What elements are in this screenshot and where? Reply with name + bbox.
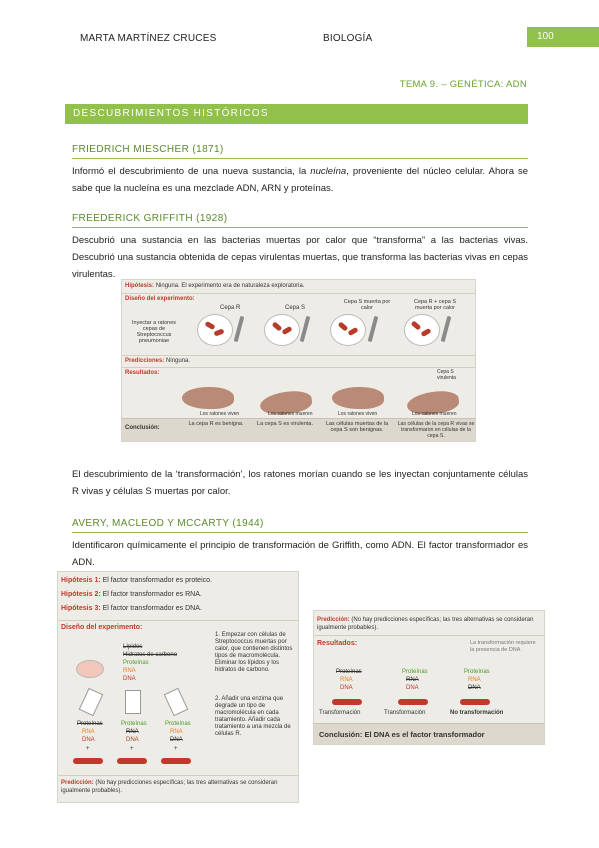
- col-label-4: Cepa R + cepa S muerta por calor: [413, 299, 457, 311]
- inject-text: Inyectar a ratones cepas de Streptococcus pneumoniae: [131, 320, 177, 344]
- conclusion-2: La cepa S es virulenta.: [257, 421, 313, 427]
- design-label: Diseño del experimento:: [125, 296, 195, 302]
- r1-dna: DNA: [340, 685, 353, 691]
- t3-proteins: Proteínas: [165, 721, 191, 727]
- section-title-griffith: FREEDERICK GRIFFITH (1928): [72, 213, 528, 228]
- conclusion-4: Las células de la cepa R vivas se transformaron en células de la cepa S.: [397, 421, 475, 439]
- r1-proteins: Proteínas: [336, 669, 362, 675]
- outcome-3: No transformación: [450, 710, 504, 716]
- list-lipids: Lípidos: [123, 644, 143, 650]
- t2-dna: DNA: [126, 737, 139, 743]
- avery-figure-design: [57, 571, 299, 803]
- r2-dna: DNA: [406, 685, 419, 691]
- petri-dish: [404, 314, 440, 346]
- col-label-3: Cepa S muerta por calor: [343, 299, 391, 311]
- t1-rna: RNA: [82, 729, 95, 735]
- untransformed-cells: [460, 699, 490, 705]
- syringe: [234, 316, 245, 342]
- design-label: Diseño del experimento:: [61, 624, 143, 631]
- section-title-miescher: FRIEDRICH MIESCHER (1871): [72, 144, 528, 159]
- r-cells: [73, 758, 103, 764]
- t2-proteins: Proteínas: [121, 721, 147, 727]
- conclusion-label: Conclusión:: [125, 425, 160, 431]
- results-label: Resultados:: [125, 370, 160, 376]
- prediction-label: Predicción:: [317, 617, 350, 623]
- outcome-1: Transformación: [319, 710, 361, 716]
- paragraph-avery: Identificaron químicamente el principio de transformación de Griffith, como ADN. El factor transformador es ADN.: [72, 540, 528, 568]
- t2-rna: RNA: [126, 729, 139, 735]
- prediction-text: (No hay predicciones específicas; las tres alternativas se consideran igualmente probables).: [61, 780, 278, 794]
- t3-dna: DNA: [170, 737, 183, 743]
- mouse-result-2: Los ratones mueren: [268, 411, 313, 417]
- prediction-text: (No hay predicciones específicas; las tres alternativas se consideran igualmente probables).: [317, 617, 534, 631]
- t3-rna: RNA: [170, 729, 183, 735]
- virulent-strain-label: Cepa S virulenta: [437, 369, 456, 381]
- r3-dna: DNA: [468, 685, 481, 691]
- hypothesis-label: Hipótesis:: [125, 283, 155, 289]
- griffith-figure: [121, 279, 476, 442]
- transformed-cells: [332, 699, 362, 705]
- syringe: [300, 316, 311, 342]
- r1-rna: RNA: [340, 677, 353, 683]
- predictions-label: Predicciones:: [125, 358, 165, 364]
- arrow-icon: [79, 688, 104, 717]
- list-proteins: Proteínas: [123, 660, 149, 666]
- prediction-label: Predicción:: [61, 780, 94, 786]
- arrow-icon: [125, 690, 141, 714]
- syringe: [441, 316, 452, 342]
- hypothesis-3-label: Hipótesis 3:: [61, 605, 101, 612]
- author-name: MARTA MARTÍNEZ CRUCES: [80, 33, 217, 44]
- paragraph-transformation: El descubrimiento de la ‘transformación’, los ratones morían cuando se les inyectan conjuntamente células R vivas y células S muertas por calor.: [72, 469, 528, 497]
- list-carbs: Hidratos de carbono: [123, 652, 178, 658]
- conclusion-text: El DNA es el factor transformador: [364, 730, 485, 739]
- subject-name: BIOLOGÍA: [323, 33, 373, 44]
- r3-rna: RNA: [468, 677, 481, 683]
- outcome-2: Transformación: [384, 710, 426, 716]
- cell-dish: [76, 660, 104, 678]
- chapter-title: TEMA 9. – GENÉTICA: ADN: [399, 79, 527, 90]
- hypothesis-1-label: Hipótesis 1:: [61, 577, 101, 584]
- mouse-result-1: Los ratones viven: [200, 411, 240, 417]
- section-title-avery: AVERY, MACLEOD Y MCCARTY (1944): [72, 518, 528, 533]
- list-rna: RNA: [123, 668, 136, 674]
- dna-required-note: La transformación requiere la presencia de DNA: [470, 640, 536, 653]
- conclusion-1: La cepa R es benigna.: [188, 421, 244, 427]
- r-cells: [161, 758, 191, 764]
- hypothesis-3-text: El factor transformador es DNA.: [102, 605, 202, 612]
- hypothesis-2-text: El factor transformador es RNA.: [102, 591, 202, 598]
- plus-3: +: [174, 746, 178, 752]
- r2-rna: RNA: [406, 677, 419, 683]
- list-dna: DNA: [123, 676, 136, 682]
- step-2-text: 2. Añadir una enzima que degrade un tipo de macromolécula en cada tratamiento. Añadir cada tratamiento a una mezcla de células R.: [215, 696, 291, 737]
- mouse-alive: [182, 387, 234, 409]
- syringe: [368, 316, 379, 342]
- t1-proteins: Proteínas: [77, 721, 103, 727]
- mouse-alive: [332, 387, 384, 409]
- predictions-text: Ninguna.: [166, 358, 191, 364]
- col-label-1: Cepa R: [220, 305, 241, 311]
- paragraph-griffith: Descubrió una sustancia en las bacterias muertas por calor que “transforma” a las bacterias vivas. Descubrió una sustancia obtenida de cepas virulentas muertas, que transforma las bacterias vivas en cepas virulentas.: [72, 235, 528, 280]
- r2-proteins: Proteínas: [402, 669, 428, 675]
- conclusion-label: Conclusión:: [319, 730, 363, 739]
- paragraph-miescher: Informó el descubrimiento de una nueva sustancia, la nucleína, proveniente del núcleo celular. Ahora se sabe que la nucleína es una mezclade ADN, ARN y proteínas.: [72, 166, 528, 194]
- r3-proteins: Proteínas: [464, 669, 490, 675]
- page-number: 100: [527, 27, 599, 47]
- plus-1: +: [86, 746, 90, 752]
- hypothesis-text: Ninguna. El experimento era de naturaleza exploratoria.: [155, 283, 305, 289]
- t1-dna: DNA: [82, 737, 95, 743]
- col-label-2: Cepa S: [285, 305, 306, 311]
- section-band: DESCUBRIMIENTOS HISTÓRICOS: [65, 104, 528, 124]
- hypothesis-1-text: El factor transformador es proteico.: [102, 577, 212, 584]
- mouse-result-3: Los ratones viven: [338, 411, 378, 417]
- avery-figure-results: [313, 610, 545, 745]
- mouse-result-4: Los ratones mueren: [412, 411, 457, 417]
- transformed-cells: [398, 699, 428, 705]
- arrow-icon: [164, 688, 189, 717]
- plus-2: +: [130, 746, 134, 752]
- step-1-text: 1. Empezar con células de Streptococcus muertas por calor, que contienen distintos tipos de macromolécula. Eliminar los lípidos y los hidratos de carbono.: [215, 632, 293, 673]
- hypothesis-2-label: Hipótesis 2:: [61, 591, 101, 598]
- italic-term: nucleína: [310, 166, 347, 177]
- r-cells: [117, 758, 147, 764]
- conclusion-3: Las células muertas de la cepa S son benignas.: [325, 421, 389, 433]
- results-label: Resultados:: [317, 640, 358, 647]
